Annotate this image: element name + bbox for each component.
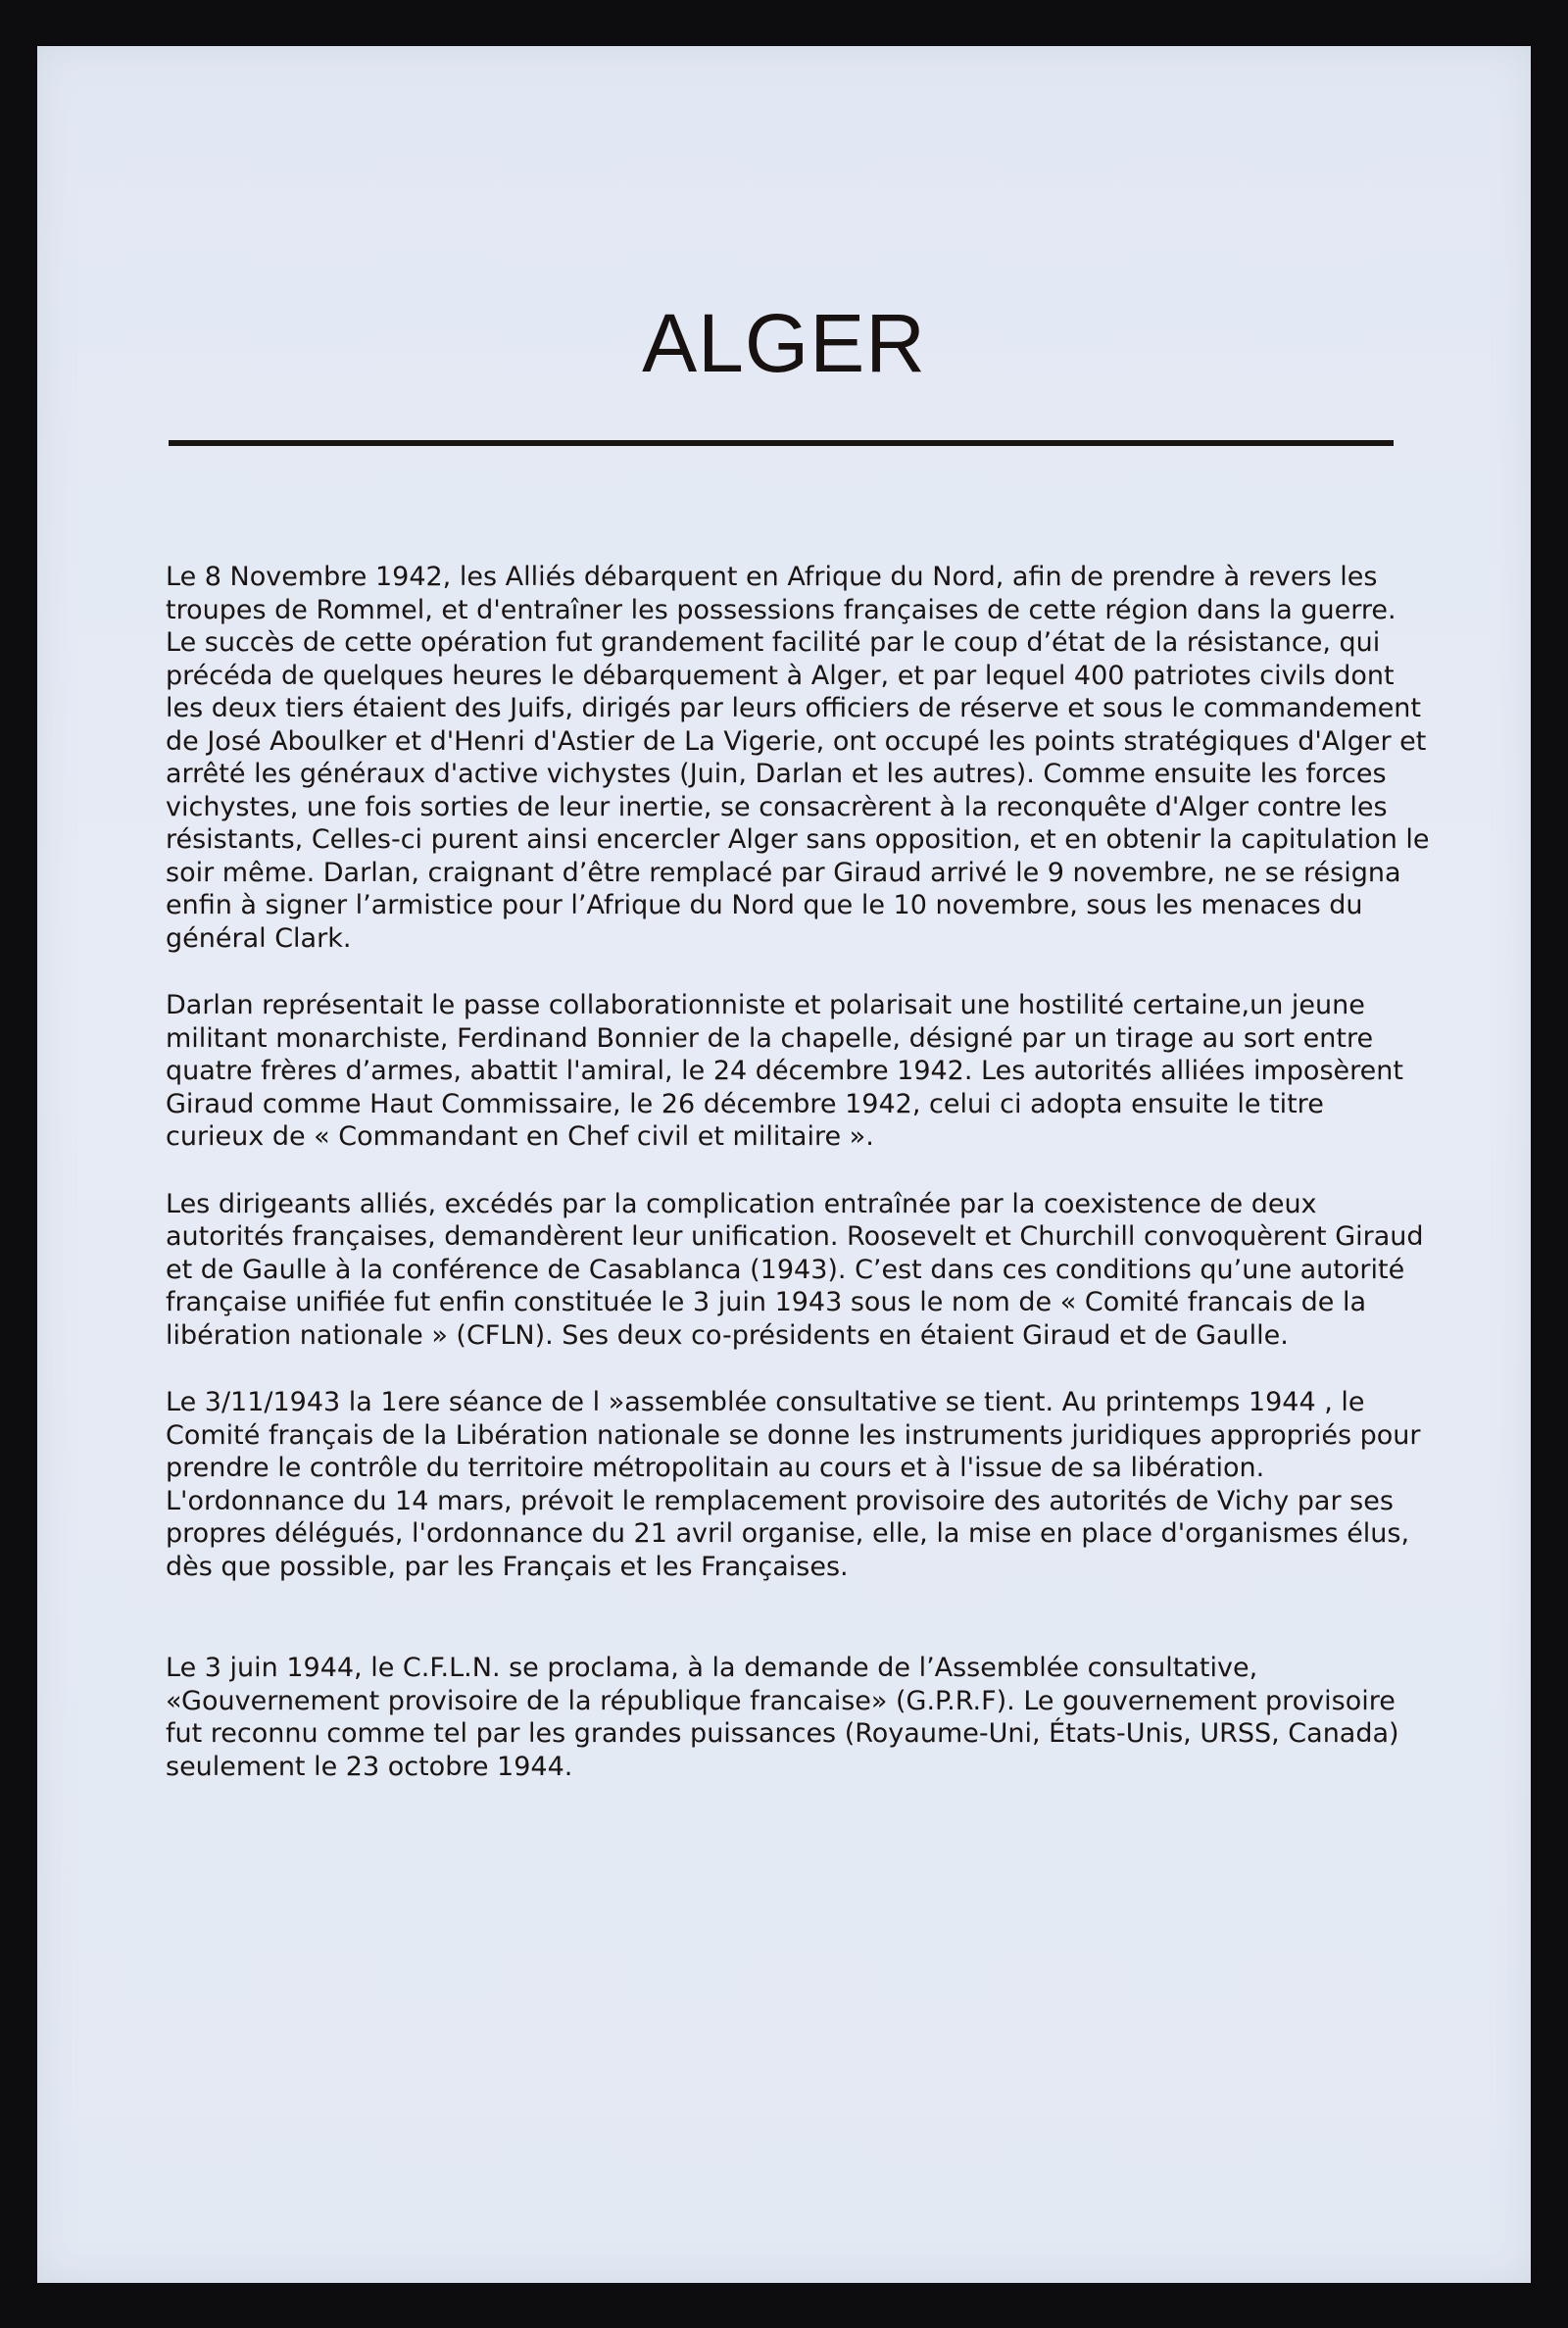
paragraph-debarquement: Le 8 Novembre 1942, les Alliés débarquent en Afrique du Nord, afin de prendre à revers les troupes de Rommel, et d'entraîner les possessions françaises de cette région dans la guerre. Le succès de cette opération fut grandement facilité par le coup d’état de la résistance, qui précéda de quelques heures le débarquement à Alger, et par lequel 400 patriotes civils dont les deux tiers étaient des Juifs, dirigés par leurs officiers de réserve et sous le commandement de José Aboulker et d'Henri d'Astier de La Vigerie, ont occupé les points stratégiques d'Alger et arrêté les généraux d'active vichystes (Juin, Darlan et les autres). Comme ensuite les forces vichystes, une fois sorties de leur inertie, se consacrèrent à la reconquête d'Alger contre les résistants, Celles-ci purent ainsi encercler Alger sans opposition, et en obtenir la capitulation le soir même. Darlan, craignant d’être remplacé par Giraud arrivé le 9 novembre, ne se résigna enfin à signer l’armistice pour l’Afrique du Nord que le 10 novembre, sous les menaces du général Clark. — [166, 562, 1430, 954]
paragraph-darlan: Darlan représentait le passe collaborationniste et polarisait une hostilité certaine,un jeune militant monarchiste, Ferdinand Bonnier de la chapelle, désigné par un tirage au sort entre quatre frères d’armes, abattit l'amiral, le 24 décembre 1942. Les autorités alliées imposèrent Giraud comme Haut Commissaire, le 26 décembre 1942, celui ci adopta ensuite le titre curieux de « Commandant en Chef civil et militaire ». — [166, 990, 1403, 1152]
page-title: ALGER — [642, 297, 926, 389]
paragraph-cfln: Les dirigeants alliés, excédés par la complication entraînée par la coexistence de deux autorités françaises, demandèrent leur unification. Roosevelt et Churchill convoquèrent Giraud et de Gaulle à la conférence de Casablanca (1943). C’est dans ces conditions qu’une autorité française unifiée fut enfin constituée le 3 juin 1943 sous le nom de « Comité francais de la libération nationale » (CFLN). Ses deux co-présidents en étaient Giraud et de Gaulle. — [166, 1188, 1424, 1351]
paragraph-gprf: Le 3 juin 1944, le C.F.L.N. se proclama, à la demande de l’Assemblée consultative, «Gouvernement provisoire de la république francaise» (G.P.R.F). Le gouvernement provisoire fut reconnu comme tel par les grandes puissances (Royaume-Uni, États-Unis, URSS, Canada) seulement le 23 octobre 1944. — [166, 1653, 1399, 1782]
document-body — [166, 561, 1430, 1783]
paragraph-assemblee: Le 3/11/1943 la 1ere séance de l »assemblée consultative se tient. Au printemps 1944 , le Comité français de la Libération nationale se donne les instruments juridiques appropriés pour prendre le contrôle du territoire métropolitain au cours et à l'issue de sa libération. L'ordonnance du 14 mars, prévoit le remplacement provisoire des autorités de Vichy par ses propres délégués, l'ordonnance du 21 avril organise, elle, la mise en place d'organismes élus, dès que possible, par les Français et les Françaises. — [166, 1387, 1421, 1582]
title-divider — [169, 440, 1394, 446]
document-sheet — [37, 46, 1531, 2283]
